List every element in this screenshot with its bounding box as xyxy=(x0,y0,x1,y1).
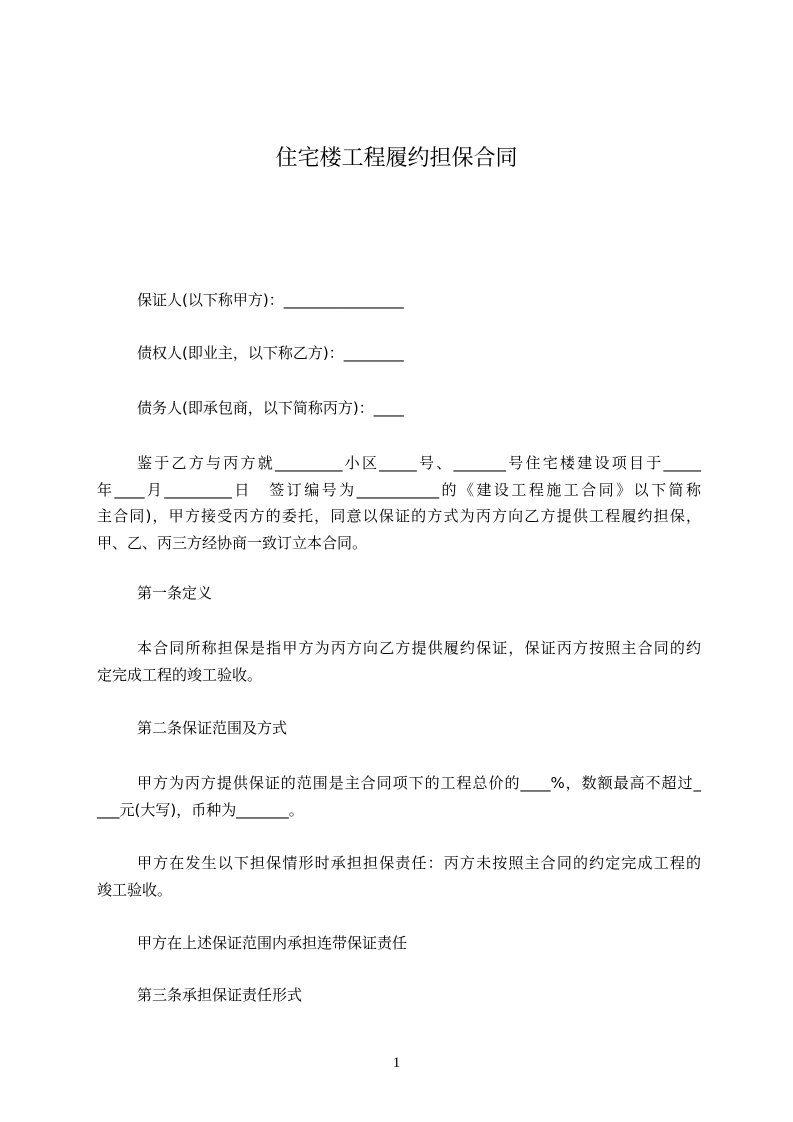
heading-article-3 xyxy=(97,982,701,1009)
paragraph-liability xyxy=(97,850,701,903)
text-line: 定完成工程的竣工验收。 xyxy=(97,665,263,684)
text-line: 甲、乙、丙三方经协商一致订立本合同。 xyxy=(97,534,368,553)
paragraph-guarantor xyxy=(97,287,701,314)
text-line: 年____月_________日 签订编号为___________的《建设工程施工合同》以下简称 xyxy=(97,480,701,499)
text-line: 甲方为丙方提供保证的范围是主合同项下的工程总价的____%，数额最高不超过_ xyxy=(137,774,701,792)
text-line: 主合同)，甲方接受丙方的委托，同意以保证的方式为丙方向乙方提供工程履约担保， xyxy=(97,507,701,526)
paragraph-creditor xyxy=(97,340,701,367)
paragraph-scope xyxy=(97,770,701,823)
paragraph-definition xyxy=(97,635,701,688)
text-line: 第三条承担保证责任形式 xyxy=(137,986,303,1004)
text-line: 债权人(即业主，以下称乙方)：________ xyxy=(137,344,404,362)
text-line: 第二条保证范围及方式 xyxy=(137,719,288,737)
text-line: 甲方在发生以下担保情形时承担担保责任：丙方未按照主合同的约定完成工程的 xyxy=(137,854,701,872)
paragraph-joint-liability xyxy=(97,930,701,957)
text-line: 债务人(即承包商，以下简称丙方)：____ xyxy=(137,399,404,417)
page-number: 1 xyxy=(392,1055,401,1071)
paragraph-preamble xyxy=(97,450,701,557)
text-line: 鉴于乙方与丙方就_________小区_____号、_______号住宅楼建设项目于_____ xyxy=(137,454,701,472)
text-line: 竣工验收。 xyxy=(97,880,173,899)
heading-article-1 xyxy=(97,580,701,607)
text-line: 甲方在上述保证范围内承担连带保证责任 xyxy=(137,934,408,952)
text-line: 保证人(以下称甲方)：________________ xyxy=(137,291,404,309)
text-line: 本合同所称担保是指甲方为丙方向乙方提供履约保证，保证丙方按照主合同的约 xyxy=(137,639,701,657)
text-line: ___元(大写)，币种为_______。 xyxy=(97,800,304,819)
paragraph-debtor xyxy=(97,395,701,422)
heading-article-2 xyxy=(97,715,701,742)
document-title: 住宅楼工程履约担保合同 xyxy=(275,146,518,171)
text-line: 第一条定义 xyxy=(137,584,213,602)
